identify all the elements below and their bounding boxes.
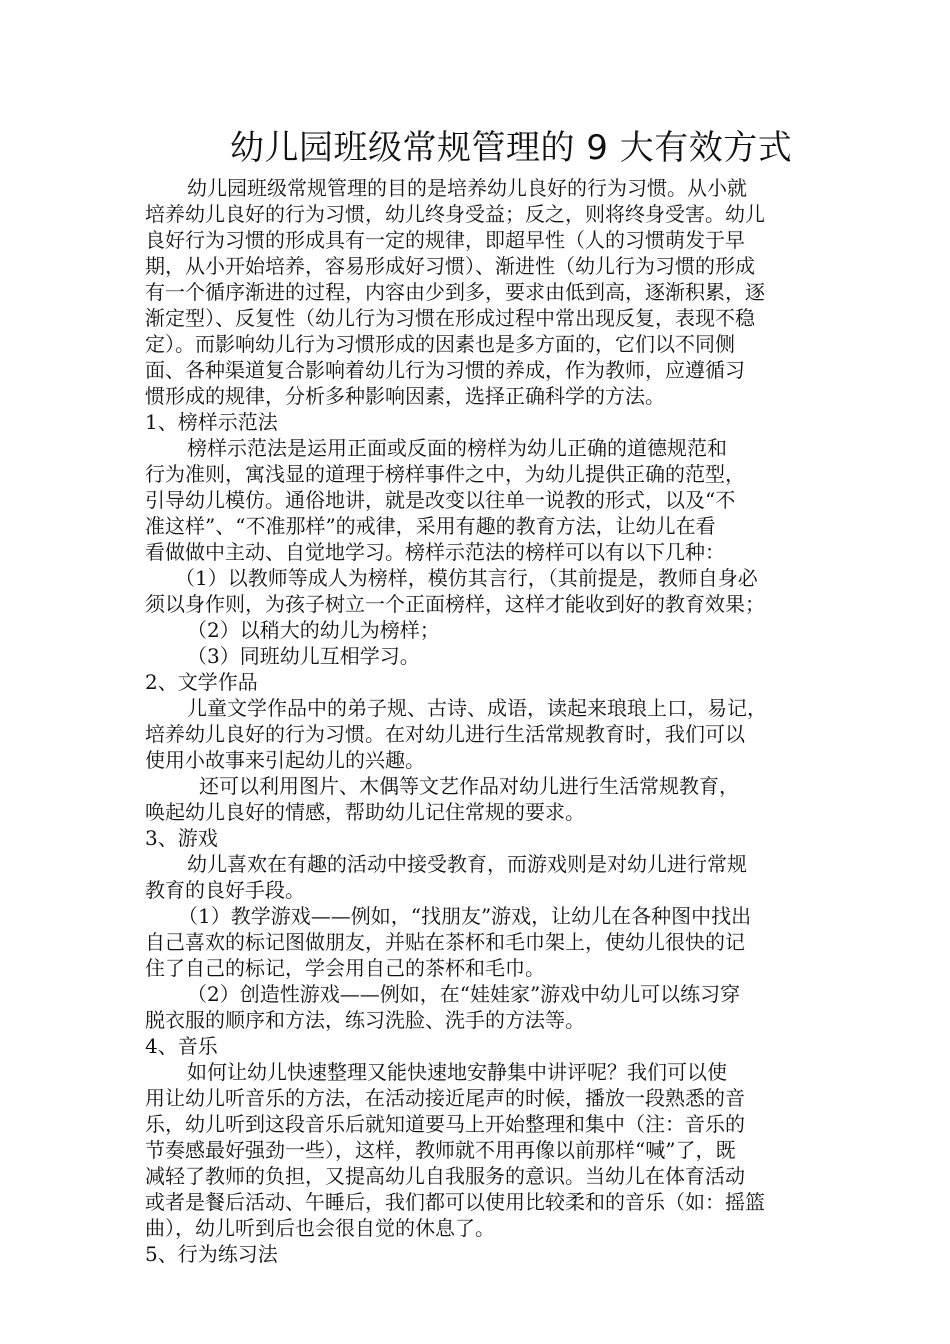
paragraph-line: 有一个循序渐进的过程，内容由少到多，要求由低到高，逐渐积累，逐 (145, 280, 765, 304)
paragraph-line: 培养幼儿良好的行为习惯。在对幼儿进行生活常规教育时，我们可以 (145, 722, 745, 746)
list-item: （3）同班幼儿互相学习。 (187, 644, 420, 668)
paragraph-line: 渐定型）、反复性（幼儿行为习惯在形成过程中常出现反复，表现不稳 (145, 306, 755, 330)
paragraph-line: 幼儿园班级常规管理的目的是培养幼儿良好的行为习惯。从小就 (187, 176, 747, 200)
paragraph-line: 减轻了教师的负担，又提高幼儿自我服务的意识。当幼儿在体育活动 (145, 1164, 745, 1188)
section-heading: 1、榜样示范法 (145, 410, 278, 434)
section-heading: 5、行为练习法 (145, 1242, 278, 1266)
paragraph-line: 培养幼儿良好的行为习惯，幼儿终身受益；反之，则将终身受害。幼儿 (145, 202, 765, 226)
paragraph-line: 面、各种渠道复合影响着幼儿行为习惯的养成，作为教师，应遵循习 (145, 358, 745, 382)
paragraph-line: 惯形成的规律，分析多种影响因素，选择正确科学的方法。 (145, 384, 665, 408)
paragraph-line: 榜样示范法是运用正面或反面的榜样为幼儿正确的道德规范和 (187, 436, 727, 460)
paragraph-line: 或者是餐后活动、午睡后，我们都可以使用比较柔和的音乐（如：摇篮 (145, 1190, 765, 1214)
paragraph-line: 良好行为习惯的形成具有一定的规律，即超早性（人的习惯萌发于早 (145, 228, 745, 252)
paragraph-line: （1）教学游戏——例如，“找朋友”游戏，让幼儿在各种图中找出 (178, 904, 752, 928)
paragraph-line: 定）。而影响幼儿行为习惯形成的因素也是多方面的，它们以不同侧 (145, 332, 735, 356)
paragraph-line: 儿童文学作品中的弟子规、古诗、成语，读起来琅琅上口，易记， (187, 696, 767, 720)
section-heading: 3、游戏 (145, 826, 218, 850)
section-heading: 2、文学作品 (145, 670, 258, 694)
paragraph-line: 脱衣服的顺序和方法，练习洗脸、洗手的方法等。 (145, 1008, 585, 1032)
paragraph-line: 看做做中主动、自觉地学习。榜样示范法的榜样可以有以下几种： (145, 540, 725, 564)
paragraph-line: 用让幼儿听音乐的方法，在活动接近尾声的时候，播放一段熟悉的音 (145, 1086, 745, 1110)
paragraph-line: 引导幼儿模仿。通俗地讲，就是改变以往单一说教的形式，以及“不 (145, 488, 736, 512)
section-heading: 4、音乐 (145, 1034, 218, 1058)
document-title: 幼儿园班级常规管理的 9 大有效方式 (230, 128, 793, 168)
paragraph-line: 如何让幼儿快速整理又能快速地安静集中讲评呢？我们可以使 (187, 1060, 727, 1084)
paragraph-line: 唤起幼儿良好的情感，帮助幼儿记住常规的要求。 (145, 800, 585, 824)
paragraph-line: 乐，幼儿听到这段音乐后就知道要马上开始整理和集中（注：音乐的 (145, 1112, 745, 1136)
paragraph-line: 须以身作则，为孩子树立一个正面榜样，这样才能收到好的教育效果； (145, 592, 765, 616)
paragraph-line: （1）以教师等成人为榜样，模仿其言行，（其前提是，教师自身必 (175, 566, 758, 590)
paragraph-line: 节奏感最好强劲一些），这样，教师就不用再像以前那样“喊”了，既 (145, 1138, 736, 1162)
paragraph-line: 幼儿喜欢在有趣的活动中接受教育，而游戏则是对幼儿进行常规 (187, 852, 747, 876)
list-item: （2）以稍大的幼儿为榜样； (187, 618, 440, 642)
paragraph-line: 自己喜欢的标记图做朋友，并贴在茶杯和毛巾架上，使幼儿很快的记 (145, 930, 745, 954)
paragraph-line: 行为准则，寓浅显的道理于榜样事件之中，为幼儿提供正确的范型， (145, 462, 745, 486)
paragraph-line: 准这样”、“不准那样”的戒律，采用有趣的教育方法，让幼儿在看 (145, 514, 716, 538)
paragraph-line: （2）创造性游戏——例如，在“娃娃家”游戏中幼儿可以练习穿 (187, 982, 741, 1006)
paragraph-line: 期，从小开始培养，容易形成好习惯）、渐进性（幼儿行为习惯的形成 (145, 254, 755, 278)
paragraph-line: 曲），幼儿听到后也会很自觉的休息了。 (145, 1216, 495, 1240)
paragraph-line: 教育的良好手段。 (145, 878, 305, 902)
paragraph-line: 使用小故事来引起幼儿的兴趣。 (145, 748, 425, 772)
paragraph-line: 还可以利用图片、木偶等文艺作品对幼儿进行生活常规教育， (199, 774, 739, 798)
paragraph-line: 住了自己的标记，学会用自己的茶杯和毛巾。 (145, 956, 545, 980)
